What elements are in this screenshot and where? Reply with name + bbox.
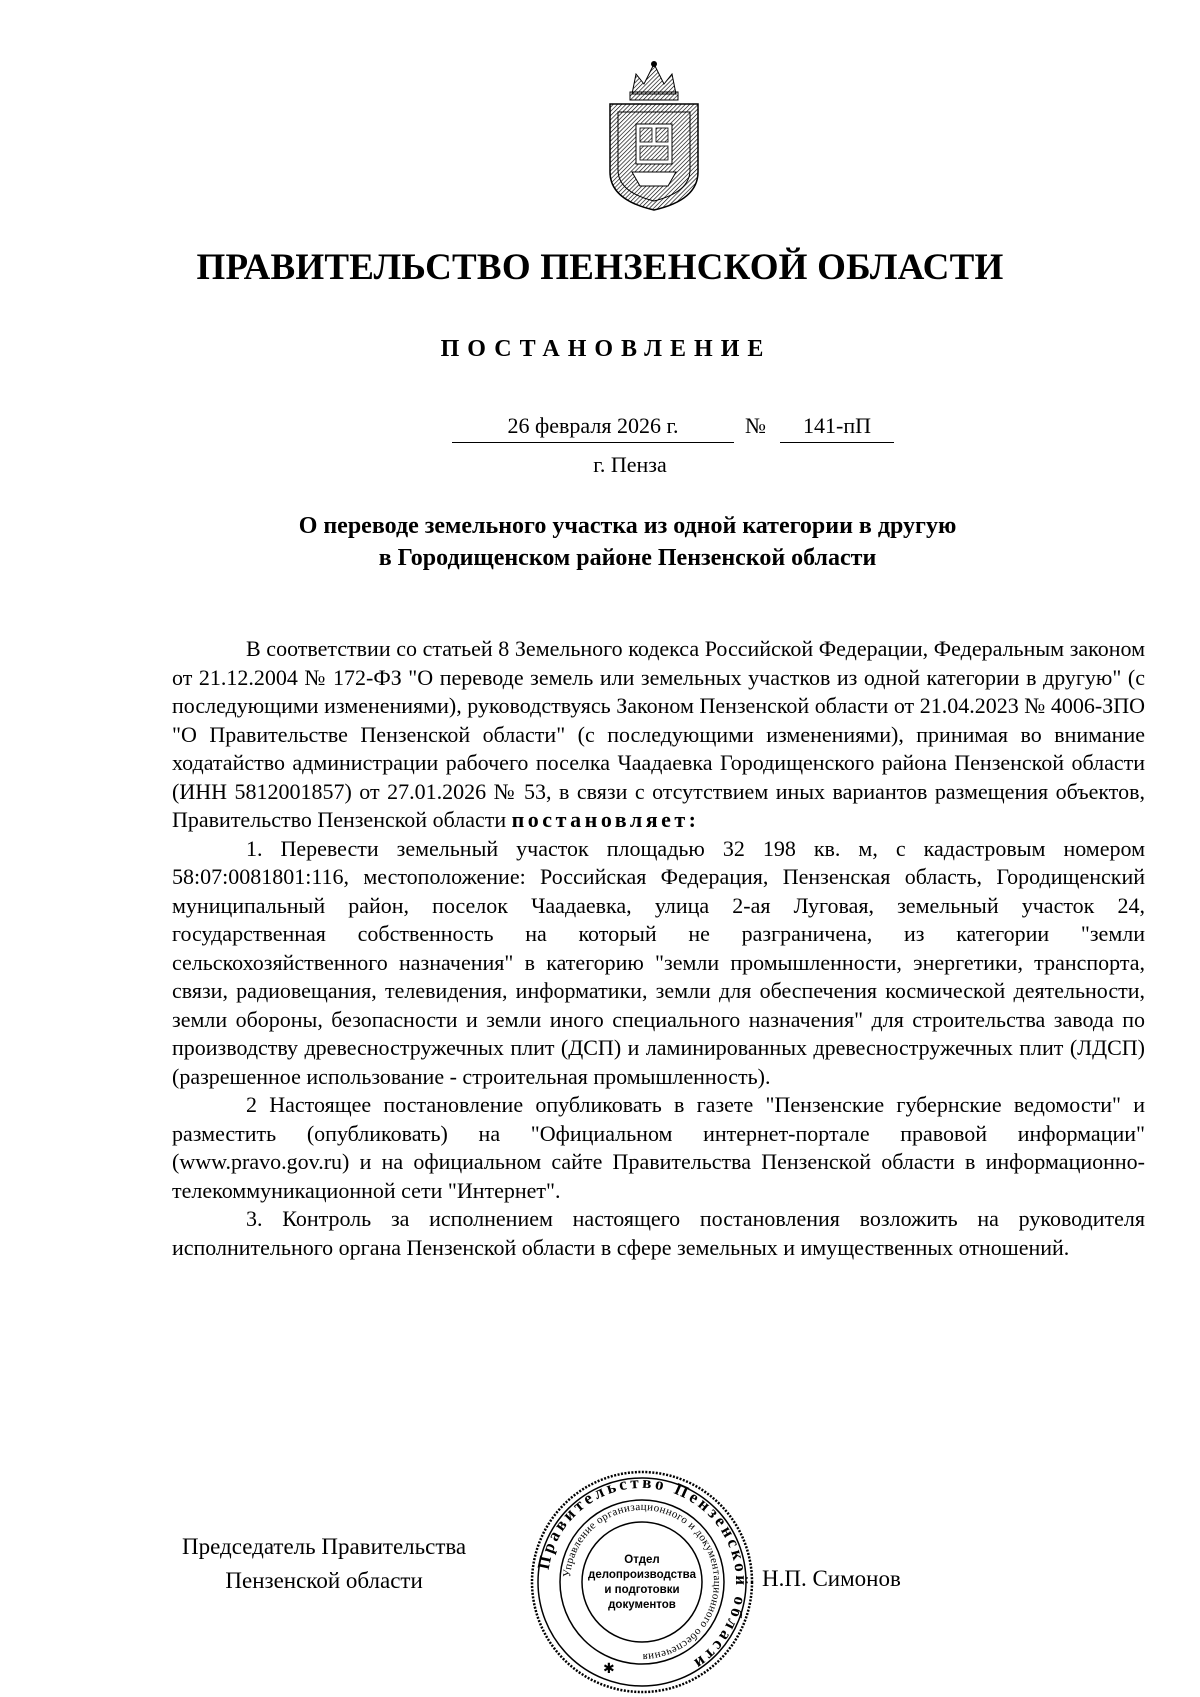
signatory-title-line-1: Председатель Правительства xyxy=(182,1534,467,1559)
seal-center-line-1: Отдел xyxy=(624,1554,660,1566)
seal-center-line-2: делопроизводства xyxy=(588,1569,696,1581)
document-type-heading: ПОСТАНОВЛЕНИЕ xyxy=(440,336,772,362)
decree-date: 26 февраля 2026 г. xyxy=(452,412,734,443)
signatory-name: Н.П. Симонов xyxy=(762,1566,901,1591)
signatory-title xyxy=(182,1530,466,1598)
item-3-paragraph: 3. Контроль за исполнением настоящего постановления возложить на руководителя исполнительного органа Пензенской области в сфере земельных и имущественных отношений. xyxy=(172,1206,1145,1260)
decree-body xyxy=(172,635,1145,1262)
seal-star-icon: ✱ xyxy=(603,1662,615,1677)
item-2-paragraph: 2 Настоящее постановление опубликовать в газете "Пензенские губернские ведомости" и разместить (опубликовать) на "Официальном интернет-портале правовой информации" (www.pravo.gov.ru) и на официальном сайте Правительства Пензенской области в информационно-телекоммуникационной сети "Интернет". xyxy=(172,1092,1145,1203)
decree-subject xyxy=(200,510,1055,574)
subject-line-2: в Городищенском районе Пензенской области xyxy=(378,545,877,571)
coat-of-arms-emblem xyxy=(602,60,706,212)
item-1-paragraph: 1. Перевести земельный участок площадью 32 198 кв. м, с кадастровым номером 58:07:0081801:116, местоположение: Российская Федерация, Пензенская область, Городищенский муниципальный район, поселок Чаадаевка, улица 2-ая Луговая, земельный участок 24, государственная собственность на который не разграничена, из категории "земли сельскохозяйственного назначения" в категорию "земли промышленности, энергетики, транспорта, связи, радиовещания, телевидения, информатики, земли для обеспечения космической деятельности, земли обороны, безопасности и земли иного специального назначения" для строительства завода по производству древесностружечных плит (ДСП) и ламинированных древесностружечных плит (ЛДСП) (разрешенное использование - строительная промышленность). xyxy=(172,835,1145,1089)
subject-line-1: О переводе земельного участка из одной категории в другую xyxy=(298,513,957,539)
seal-inner-ring-text: Управление организационного и документационного обеспечения xyxy=(561,1500,724,1664)
decides-word: постановляет: xyxy=(511,807,700,832)
preamble-paragraph xyxy=(172,635,1145,835)
official-seal-stamp xyxy=(527,1467,757,1697)
seal-center-line-3: и подготовки xyxy=(604,1584,680,1596)
government-name-heading: ПРАВИТЕЛЬСТВО ПЕНЗЕНСКОЙ ОБЛАСТИ xyxy=(196,247,1004,288)
city-line: г. Пенза xyxy=(593,452,667,477)
signatory-title-line-2: Пензенской области xyxy=(225,1568,423,1593)
number-sign: № xyxy=(745,413,766,438)
seal-center-line-4: документов xyxy=(608,1599,676,1611)
preamble-text: В соответствии со статьей 8 Земельного кодекса Российской Федерации, Федеральным законом от 21.12.2004 № 172-ФЗ "О переводе земель или земельных участков из одной категории в другую" (с последующими изменениями), руководствуясь Законом Пензенской области от 21.04.2023 № 4006-ЗПО "О Правительстве Пензенской области" (с последующими изменениями), принимая во внимание ходатайство администрации рабочего поселка Чаадаевка Городищенского района Пензенской области (ИНН 5812001857) от 27.01.2026 № 53, в связи с отсутствием иных вариантов размещения объектов, Правительство Пензенской области xyxy=(172,636,1145,832)
decree-number: 141-пП xyxy=(780,412,894,443)
seal-outer-text: Правительство Пензенской области xyxy=(533,1472,752,1675)
